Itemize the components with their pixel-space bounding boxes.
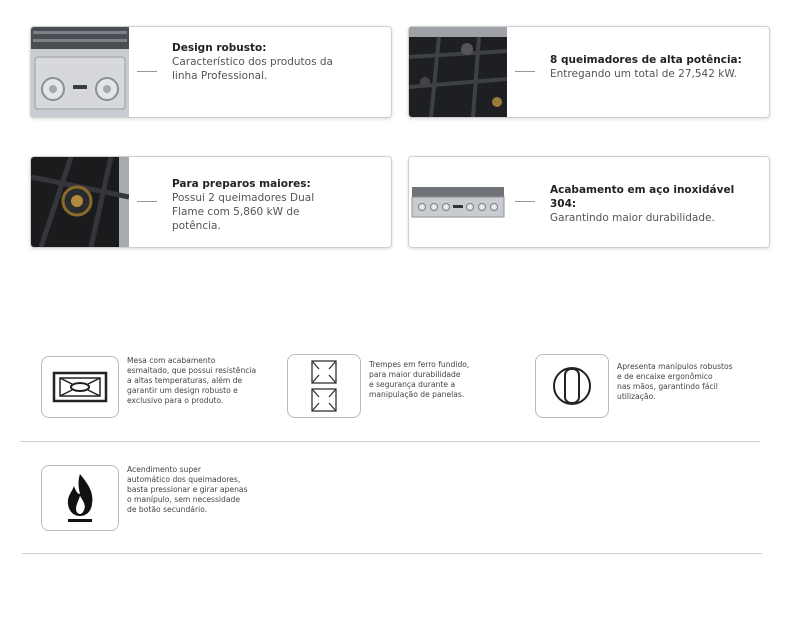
feature-line: o manípulo, sem necessidade bbox=[127, 495, 241, 504]
card-text bbox=[172, 41, 383, 83]
knob-icon bbox=[535, 354, 609, 418]
control-knobs-photo bbox=[31, 27, 129, 117]
feature-line: basta pressionar e girar apenas bbox=[127, 485, 248, 494]
feature-line: garantir um design robusto e bbox=[127, 386, 238, 395]
feature-line: manipulação de panelas. bbox=[369, 390, 465, 399]
card-line: potência. bbox=[172, 220, 221, 232]
rangetop-front-photo bbox=[409, 157, 507, 247]
feature-line: utilização. bbox=[617, 392, 656, 401]
card-line: Flame com 5,860 kW de bbox=[172, 206, 300, 218]
feature-line: nas mãos, garantindo fácil bbox=[617, 382, 718, 391]
feature-line: de botão secundário. bbox=[127, 505, 208, 514]
divider-dash bbox=[515, 201, 535, 202]
feature-card-design bbox=[30, 26, 392, 118]
feature-line: a altas temperaturas, além de bbox=[127, 376, 243, 385]
feature-line: Apresenta manípulos robustos bbox=[617, 362, 733, 371]
feature-text bbox=[127, 465, 287, 515]
card-line: Possui 2 queimadores Dual bbox=[172, 192, 315, 204]
feature-line: Mesa com acabamento bbox=[127, 356, 216, 365]
section-divider bbox=[20, 441, 760, 442]
feature-line: e de encaixe ergonômico bbox=[617, 372, 713, 381]
card-line: Garantindo maior durabilidade. bbox=[550, 212, 715, 224]
card-title: Acabamento em aço inoxidável 304: bbox=[550, 184, 735, 210]
card-line: Característico dos produtos da bbox=[172, 56, 333, 68]
feature-card-dual-flame bbox=[30, 156, 392, 248]
feature-line: exclusivo para o produto. bbox=[127, 396, 224, 405]
card-title: 8 queimadores de alta potência: bbox=[550, 54, 742, 66]
card-title: Para preparos maiores: bbox=[172, 178, 311, 190]
enamel-cooktop-icon bbox=[41, 356, 119, 418]
feature-line: automático dos queimadores, bbox=[127, 475, 241, 484]
card-text bbox=[550, 53, 761, 81]
feature-text bbox=[369, 360, 519, 400]
card-text bbox=[172, 177, 383, 233]
divider-dash bbox=[515, 71, 535, 72]
card-line: linha Professional. bbox=[172, 70, 268, 82]
card-line: Entregando um total de 27,542 kW. bbox=[550, 68, 737, 80]
card-title: Design robusto: bbox=[172, 42, 267, 54]
feature-card-stainless bbox=[408, 156, 770, 248]
burner-grates-photo bbox=[409, 27, 507, 117]
divider-dash bbox=[137, 201, 157, 202]
divider-dash bbox=[137, 71, 157, 72]
dual-flame-burner-photo bbox=[31, 157, 129, 247]
feature-line: esmaltado, que possui resistência bbox=[127, 366, 257, 375]
section-divider bbox=[22, 553, 762, 554]
feature-card-burners bbox=[408, 26, 770, 118]
cast-iron-grates-icon bbox=[287, 354, 361, 418]
card-text bbox=[550, 183, 761, 225]
feature-line: para maior durabilidade bbox=[369, 370, 461, 379]
feature-line: e segurança durante a bbox=[369, 380, 456, 389]
feature-line: Acendimento super bbox=[127, 465, 201, 474]
feature-text bbox=[617, 362, 777, 402]
flame-icon bbox=[41, 465, 119, 531]
feature-text bbox=[127, 356, 287, 406]
feature-line: Trempes em ferro fundido, bbox=[369, 360, 470, 369]
